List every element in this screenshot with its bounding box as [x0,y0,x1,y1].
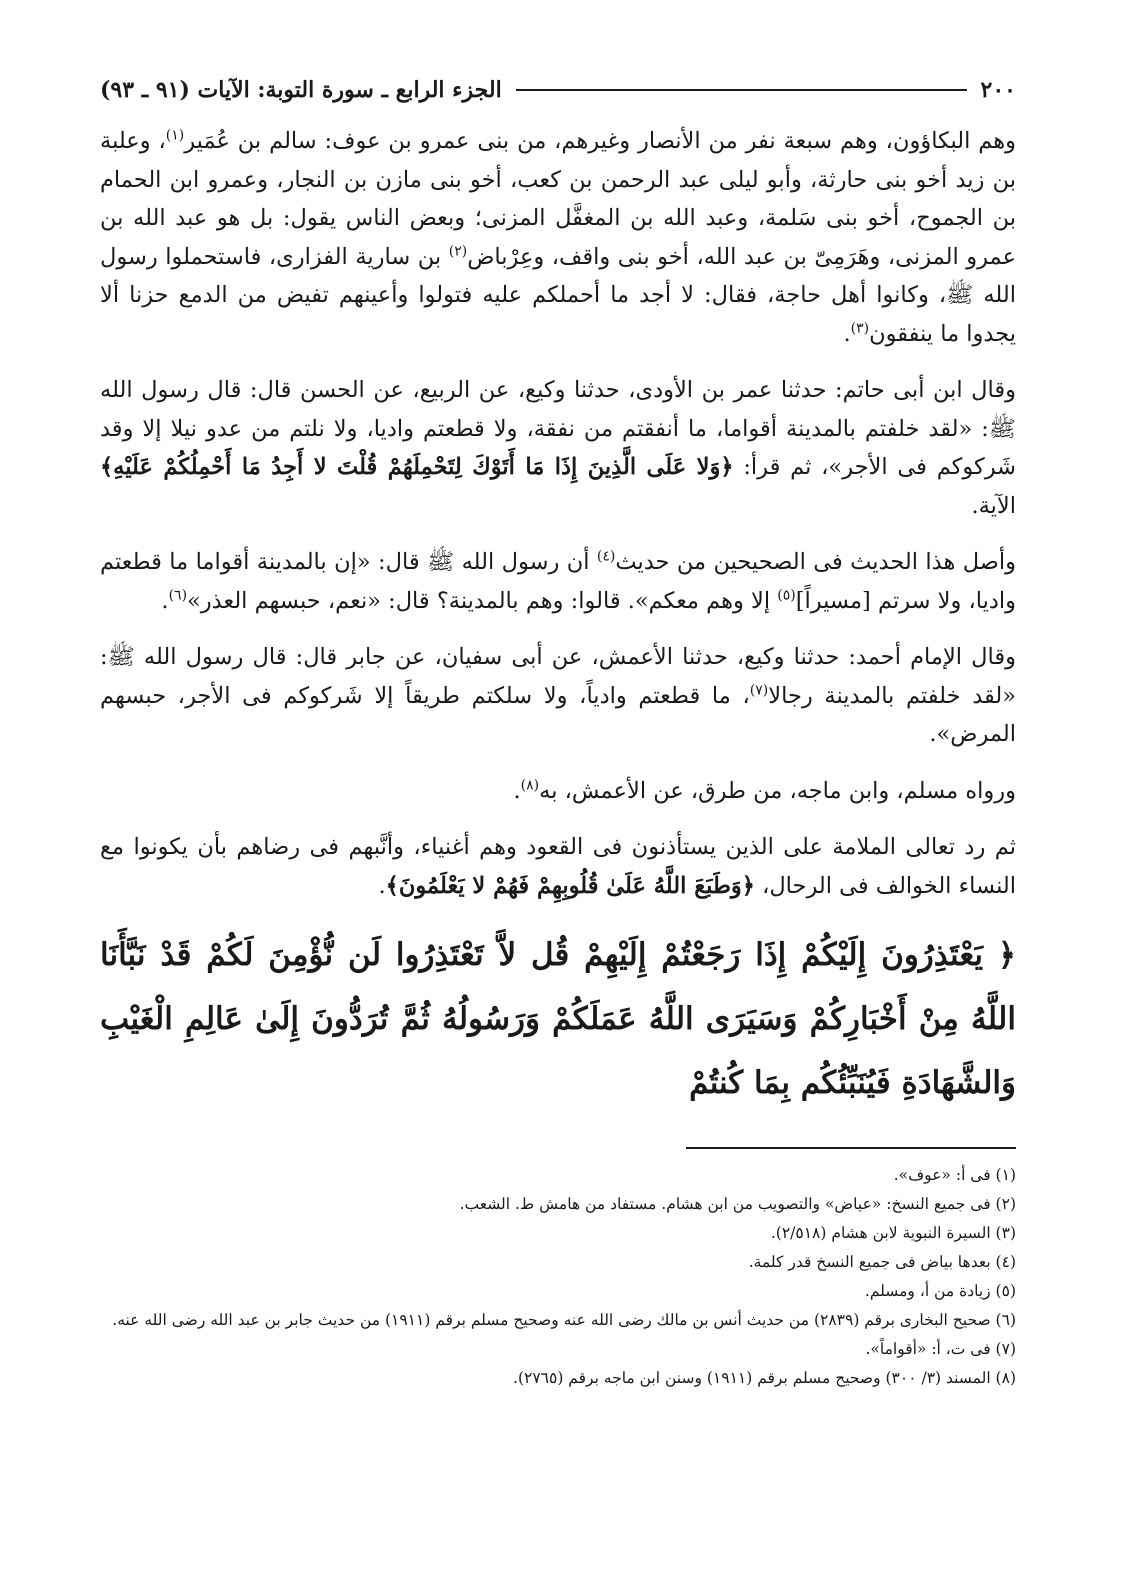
footnote-8: (٨) المسند (٣/ ٣٠٠) وصحيح مسلم برقم (١٩١١) وسنن ابن ماجه برقم (٢٧٦٥). [513,1369,1016,1387]
quran-quote-9-92: ﴿وَلا عَلَى الَّذِينَ إِذَا مَا أَتَوْكَ لِتَحْمِلَهُمْ قُلْتَ لا أَجِدُ مَا أَحْمِلُكُمْ عَلَيْهِ﴾ [100,454,734,480]
paragraph-4-text: وقال الإمام أحمد: حدثنا وكيع، حدثنا الأعمش، عن أبى سفيان، عن جابر قال: قال رسول الله ﷺ: «لقد خلفتم بالمدينة رجالا [100,644,1017,709]
footnote-ref-5: (٥) [777,587,796,603]
paragraph-6-text: ثم رد تعالى الملامة على الذين يستأذنون فى القعود وهم أغنياء، وأنَّبهم فى رضاهم بأن يكونوا مع النساء الخوالف فى الرحال، [100,834,1016,899]
paragraph-3 [100,543,1016,620]
footnotes [100,1161,1016,1393]
footnote-ref-2: (٢) [448,243,468,259]
paragraph-4-end: ، ما قطعتم وادياً، ولا سلكتم طريقاً إلا شَركوكم فى الأجر، حبسهم المرض». [100,682,1016,747]
footnote-separator [686,1147,1016,1149]
paragraph-1-text-c: بن سارية الفزارى، فاستحملوا رسول الله ﷺ، وكانوا أهل حاجة، فقال: لا أجد ما أحملكم عليه فتولوا وأعينهم تفيض من الدمع حزنا ألا يجدوا ما ينفقون [100,243,1016,347]
footnote-6: (٦) صحيح البخارى برقم (٢٨٣٩) من حديث أنس بن مالك رضى الله عنه وصحيح مسلم برقم (١٩١١) من حديث جابر بن عبد الله رضى الله عنه. [112,1311,1016,1329]
footnote-ref-6: (٦) [168,587,188,603]
paragraph-1-end: . [843,320,851,347]
quran-quote-9-93: ﴿وَطَبَعَ اللَّهُ عَلَىٰ قُلُوبِهِمْ فَهُمْ لا يَعْلَمُونَ﴾ [385,872,755,899]
paragraph-2-end: الآية. [971,492,1016,519]
footnote-ref-3: (٣) [850,320,870,336]
footnote-1: (١) فى أ: «عوف». [893,1166,1016,1184]
paragraph-6-end: . [378,872,386,899]
footnote-ref-8: (٨) [520,777,540,793]
paragraph-4 [100,638,1016,754]
running-title: الجزء الرابع ـ سورة التوبة: الآيات (٩١ ـ ٩٣) [100,77,502,103]
paragraph-1-text-b: ، وعلبة بن زيد أخو بنى حارثة، وأبو ليلى عبد الرحمن بن كعب، أخو بنى مازن بن النجار، وعمرو ابن الحمام بن الجموح، أخو بنى سَلمة، وعبد الله بن المغفَّل المزنى؛ وبعض الناس يقول: بل هو عبد الله بن عمرو المزنى، وهَرَمِىّ بن عبد الله، أخو بنى واقف، وعِرْباض [100,128,1016,270]
page-header [100,70,1016,110]
quran-verse-9-94: ﴿ يَعْتَذِرُونَ إِلَيْكُمْ إِذَا رَجَعْتُمْ إِلَيْهِمْ قُل لاَّ تَعْتَذِرُوا لَن نُّؤْمِنَ لَكُمْ قَدْ نَبَّأَنَا اللَّهُ مِنْ أَخْبَارِكُمْ وَسَيَرَى اللَّهُ عَمَلَكُمْ وَرَسُولُهُ ثُمَّ تُرَدُّونَ إِلَىٰ عَالِمِ الْغَيْبِ وَالشَّهَادَةِ فَيُنَبِّئُكُم بِمَا كُنتُمْ [100,937,1016,1101]
footnote-ref-4: (٤) [596,548,616,565]
paragraph-3-text-c: إلا وهم معكم». قالوا: وهم بالمدينة؟ قال: «نعم، حبسهم العذر» [187,587,778,614]
page-number: ٢٠٠ [980,77,1016,103]
footnote-7: (٧) فى ت، أ: «أقواماً». [865,1340,1016,1358]
paragraph-6 [100,828,1016,905]
header-rule [516,89,967,91]
paragraph-2-text: وقال ابن أبى حاتم: حدثنا عمر بن الأودى، حدثنا وكيع، عن الربيع، عن الحسن قال: قال رسول الله ﷺ: «لقد خلفتم بالمدينة أقواما، ما أنفقتم من نفقة، ولا قطعتم واديا، ولا نلتم من عدو نيلا إلا وقد شَركوكم فى الأجر»، ثم قرأ: [100,377,1016,480]
paragraph-3-end: . [161,587,169,614]
footnote-4: (٤) بعدها بياض فى جميع النسخ قدر كلمة. [748,1253,1016,1271]
footnote-5: (٥) زيادة من أ، ومسلم. [864,1282,1016,1300]
footnote-3: (٣) السيرة النبوية لابن هشام (٢/٥١٨). [770,1224,1016,1242]
paragraph-5-text: ورواه مسلم، وابن ماجه، من طرق، عن الأعمش، به [539,777,1016,804]
paragraph-1-text-a: وهم البكاؤون، وهم سبعة نفر من الأنصار وغيرهم، من بنى عمرو بن عوف: سالم بن عُمَير [184,128,1016,154]
footnote-ref-7: (٧) [749,682,769,698]
paragraph-3-text-a: وأصل هذا الحديث فى الصحيحين من حديث [615,549,1016,575]
paragraph-5 [100,772,1016,811]
paragraph-5-end: . [513,777,521,804]
footnote-ref-1: (١) [165,127,185,144]
main-text [100,122,1016,1115]
paragraph-3-text-b: أن رسول الله ﷺ قال: «إن بالمدينة أقواما ما قطعتم واديا، ولا سرتم [مسيراً] [100,549,1016,614]
paragraph-1 [100,122,1016,353]
footnote-2: (٢) فى جميع النسخ: «عياض» والتصويب من ابن هشام. مستفاد من هامش ط. الشعب. [459,1195,1016,1213]
paragraph-2 [100,371,1016,525]
